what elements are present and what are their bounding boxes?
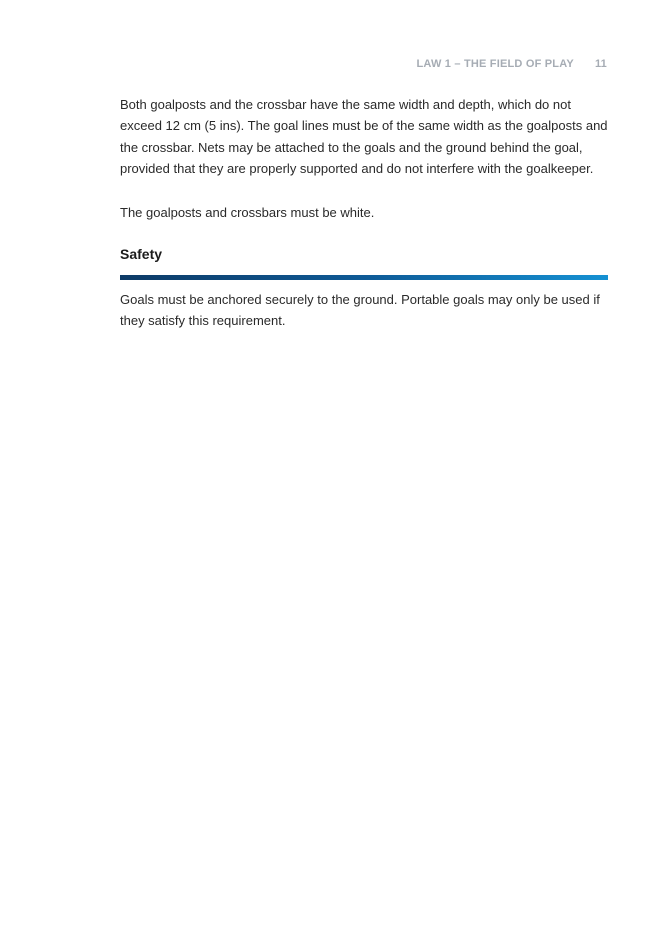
section-heading-safety: Safety (120, 246, 163, 263)
body-paragraph-goal-color: The goalposts and crossbars must be white. (120, 204, 375, 220)
page-number: 11 (594, 58, 607, 70)
body-paragraph-goal-dimensions: Both goalposts and the crossbar have the same width and depth, which do not exceed 12 cm (5 ins). The goal lines must be of the same width as the goalposts and the crossbar. Nets may be attached to the goals and the ground behind the goal, provided that they are properly supported and do not interfere with the goalkeeper. (120, 97, 608, 177)
chapter-title: LAW 1 – THE FIELD OF PLAY (416, 58, 574, 70)
section-divider (120, 275, 608, 280)
running-header (417, 58, 608, 70)
page-content (120, 94, 608, 332)
safety-paragraph: Goals must be anchored securely to the ground. Portable goals may only be used if they satisfy this requirement. (120, 292, 600, 329)
